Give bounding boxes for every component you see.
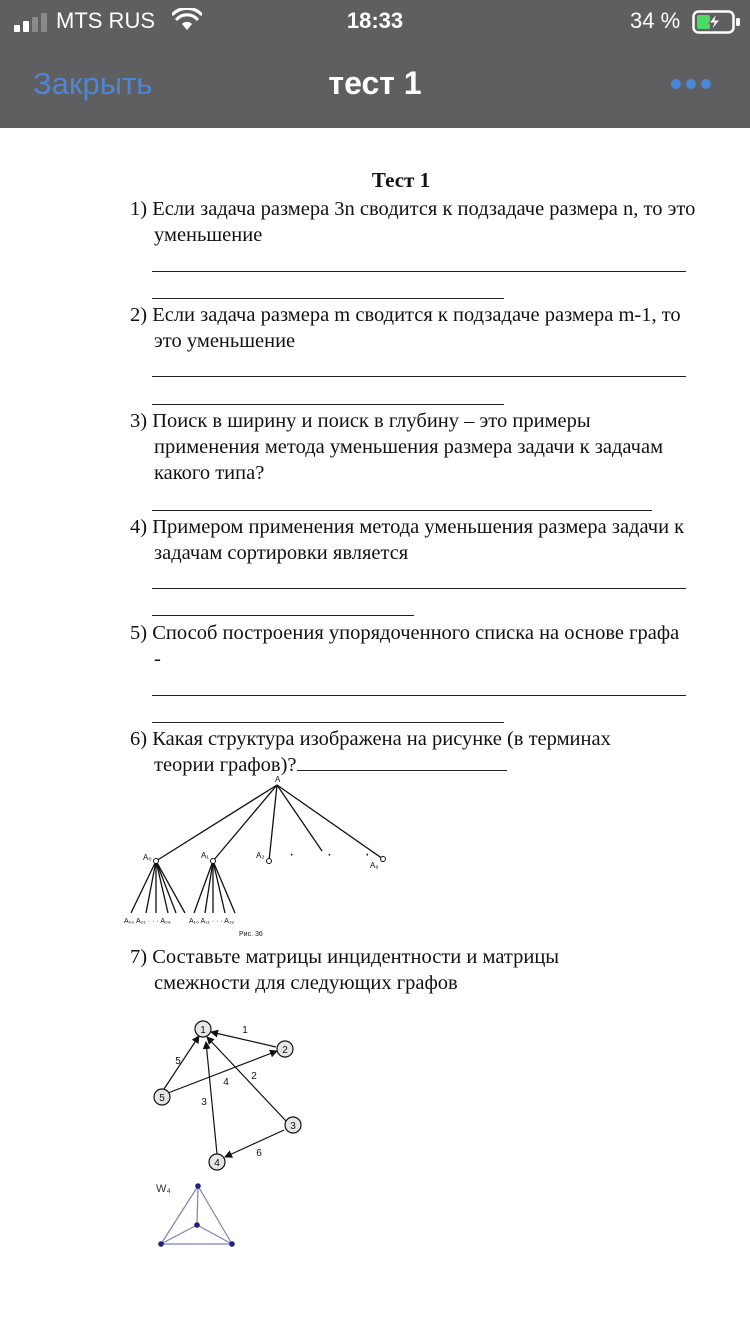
graph-vertex-label: 2: [282, 1045, 288, 1056]
graph-edge-label: 2: [251, 1071, 257, 1082]
tree-node-label: A₁: [201, 851, 210, 860]
question-number: 3): [130, 410, 148, 432]
more-options-icon[interactable]: [670, 76, 712, 92]
answer-line: [297, 752, 507, 771]
w4-label: W₄: [156, 1183, 171, 1195]
question-text: Если задача размера m сводится к подзадаче размера m-1, то это уменьшение: [152, 304, 681, 352]
tree-ellipsis: · · ·: [289, 846, 384, 863]
question-1: [130, 196, 698, 248]
tree-figure: [115, 773, 415, 943]
question-text: Примером применения метода уменьшения размера задачи к задачам сортировки является: [152, 516, 685, 564]
graph-edge-label: 5: [175, 1056, 181, 1067]
answer-line: [152, 722, 504, 723]
tree-leaf-labels: A₁₀ A₁₁ · · · A₁₉: [189, 918, 235, 925]
answer-line: [152, 376, 686, 377]
answer-line: [152, 298, 504, 299]
question-3: [130, 408, 670, 486]
answer-line: [152, 510, 652, 511]
question-number: 4): [130, 516, 148, 538]
question-text: Если задача размера 3n сводится к подзадаче размера n, то это уменьшение: [152, 198, 696, 246]
top-bar: [0, 0, 750, 128]
tree-leaf-labels: A₀₀ A₀₁ · · · A₀₉: [124, 918, 171, 925]
graph-edge-label: 1: [242, 1025, 248, 1036]
battery-charging-icon: [692, 10, 742, 34]
graph-edge-label: 4: [223, 1077, 229, 1088]
directed-graph-figure: [140, 1013, 320, 1178]
tree-node-label: A₂: [256, 851, 265, 860]
battery-percent: 34 %: [630, 8, 681, 33]
question-text: Какая структура изображена на рисунке (в терминах теории графов)?: [152, 728, 611, 776]
question-number: 1): [130, 198, 148, 220]
graph-edge-label: 3: [201, 1097, 207, 1108]
graph-vertex-label: 5: [159, 1093, 165, 1104]
figure-caption: Рис. 36: [239, 931, 263, 938]
graph-vertex-label: 4: [214, 1158, 220, 1169]
question-2: [130, 302, 698, 354]
answer-line: [152, 695, 686, 696]
graph-vertex-label: 1: [200, 1025, 206, 1036]
question-number: 6): [130, 728, 148, 750]
tree-node-label: A₀: [143, 853, 152, 862]
wheel-graph-figure: [150, 1178, 250, 1253]
status-bar: [0, 0, 750, 44]
question-text: Способ построения упорядоченного списка на основе графа -: [152, 622, 680, 670]
question-7: [130, 944, 650, 996]
graph-edge-label: 6: [256, 1148, 262, 1159]
question-text: Составьте матрицы инцидентности и матрицы смежности для следующих графов: [152, 946, 560, 994]
tree-root-label: A: [275, 775, 281, 784]
carrier-name: MTS RUS: [56, 8, 155, 33]
answer-line: [152, 588, 686, 589]
question-number: 7): [130, 946, 148, 968]
clock: 18:33: [346, 8, 404, 33]
answer-line: [152, 271, 686, 272]
graph-vertex-label: 3: [290, 1121, 296, 1132]
question-5: [130, 620, 690, 672]
navigation-bar: [0, 44, 750, 128]
document-title: Тест 1: [371, 168, 431, 192]
question-6: [130, 726, 675, 778]
question-4: [130, 514, 690, 566]
document-view: [0, 128, 750, 1334]
close-button[interactable]: Закрыть: [33, 66, 153, 101]
answer-line: [152, 615, 414, 616]
question-text: Поиск в ширину и поиск в глубину – это примеры применения метода уменьшения размера задачи к задачам какого типа?: [152, 410, 664, 484]
tree-node-label: A₉: [370, 861, 379, 870]
question-number: 5): [130, 622, 148, 644]
page-title: тест 1: [328, 65, 422, 101]
answer-line: [152, 404, 504, 405]
question-number: 2): [130, 304, 148, 326]
